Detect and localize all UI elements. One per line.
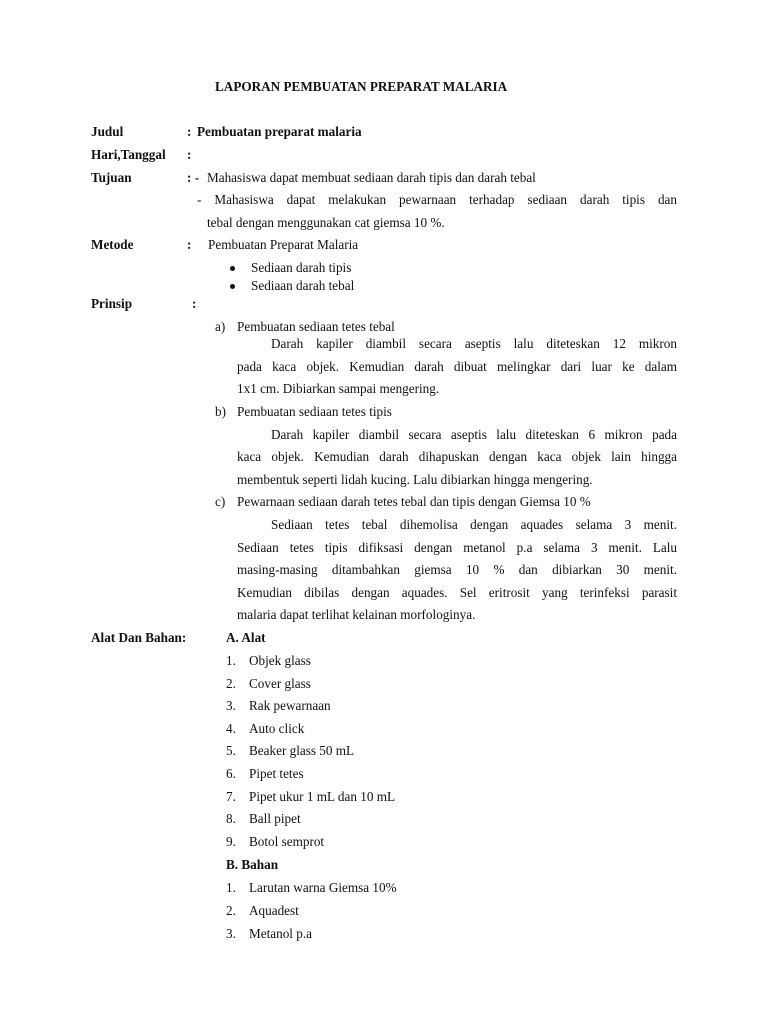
bahan-heading: B. Bahan (226, 857, 279, 872)
judul-colon: : (187, 124, 192, 139)
tujuan-label: Tujuan (91, 170, 132, 185)
prinsip-a-line-1: Darah kapiler diambil secara aseptis lalu diteteskan 12 mikron (271, 336, 677, 351)
bullet-icon (230, 284, 235, 289)
prinsip-c-marker: c) (215, 494, 226, 509)
prinsip-c-line-5: malaria dapat terlihat kelainan morfologinya. (237, 607, 476, 622)
bahan-num: 3. (226, 926, 236, 941)
alat-num: 8. (226, 811, 236, 826)
alat-item: Rak pewarnaan (249, 698, 331, 713)
metode-colon: : (187, 237, 192, 252)
prinsip-c-line-1: Sediaan tetes tebal dihemolisa dengan aquades selama 3 menit. (271, 517, 677, 532)
alat-num: 5. (226, 743, 236, 758)
alat-num: 6. (226, 766, 236, 781)
alat-heading: A. Alat (226, 630, 266, 645)
judul-value: Pembuatan preparat malaria (197, 124, 362, 139)
bahan-num: 1. (226, 880, 236, 895)
alat-item: Beaker glass 50 mL (249, 743, 355, 758)
tujuan-line-1: Mahasiswa dapat membuat sediaan darah tipis dan darah tebal (207, 170, 536, 185)
metode-item-2: Sediaan darah tebal (251, 278, 355, 293)
alat-num: 2. (226, 676, 236, 691)
prinsip-c-heading: Pewarnaan sediaan darah tetes tebal dan tipis dengan Giemsa 10 % (237, 494, 591, 509)
document-title: LAPORAN PEMBUATAN PREPARAT MALARIA (215, 79, 508, 94)
prinsip-colon: : (192, 296, 197, 311)
prinsip-label: Prinsip (91, 296, 133, 311)
alat-item: Pipet ukur 1 mL dan 10 mL (249, 789, 396, 804)
prinsip-c-line-4: Kemudian dibilas dengan aquades. Sel eritrosit yang terinfeksi parasit (237, 585, 677, 600)
alat-num: 3. (226, 698, 236, 713)
tujuan-line-2: - Mahasiswa dapat melakukan pewarnaan terhadap sediaan darah tipis dan (197, 192, 677, 207)
bahan-item: Aquadest (249, 903, 299, 918)
hari-tanggal-colon: : (187, 147, 192, 162)
alat-num: 9. (226, 834, 236, 849)
alat-num: 7. (226, 789, 236, 804)
tujuan-line-3: tebal dengan menggunakan cat giemsa 10 %. (207, 215, 445, 230)
prinsip-c-line-2: Sediaan tetes tipis difiksasi dengan metanol p.a selama 3 menit. Lalu (237, 540, 677, 555)
tujuan-colon: : - (187, 170, 200, 185)
prinsip-a-marker: a) (215, 319, 226, 334)
prinsip-b-line-2: kaca objek. Kemudian darah dihapuskan dengan kaca objek lain hingga (237, 449, 677, 464)
prinsip-b-line-3: membentuk seperti lidah kucing. Lalu dibiarkan hingga mengering. (237, 472, 593, 487)
prinsip-a-line-2: pada kaca objek. Kemudian darah dibuat melingkar dari luar ke dalam (237, 359, 677, 374)
hari-tanggal-label: Hari,Tanggal (91, 147, 166, 162)
bullet-icon (230, 266, 235, 271)
bahan-item: Metanol p.a (249, 926, 312, 941)
alat-num: 1. (226, 653, 236, 668)
prinsip-b-marker: b) (215, 404, 226, 419)
prinsip-b-heading: Pembuatan sediaan tetes tipis (237, 404, 392, 419)
bahan-item: Larutan warna Giemsa 10% (249, 880, 397, 895)
alat-item: Auto click (249, 721, 305, 736)
alat-item: Cover glass (249, 676, 311, 691)
alat-item: Pipet tetes (249, 766, 304, 781)
metode-item-1: Sediaan darah tipis (251, 260, 352, 275)
prinsip-a-heading: Pembuatan sediaan tetes tebal (237, 319, 395, 334)
alat-item: Botol semprot (249, 834, 325, 849)
prinsip-a-line-3: 1x1 cm. Dibiarkan sampai mengering. (237, 381, 440, 396)
judul-label: Judul (91, 124, 124, 139)
prinsip-c-line-3: masing-masing ditambahkan giemsa 10 % dan dibiarkan 30 menit. (237, 562, 677, 577)
bahan-num: 2. (226, 903, 236, 918)
alat-item: Objek glass (249, 653, 311, 668)
alat-bahan-label: Alat Dan Bahan: (91, 630, 187, 645)
metode-label: Metode (91, 237, 134, 252)
metode-value: Pembuatan Preparat Malaria (208, 237, 359, 252)
alat-item: Ball pipet (249, 811, 301, 826)
alat-num: 4. (226, 721, 236, 736)
prinsip-b-line-1: Darah kapiler diambil secara aseptis lalu diteteskan 6 mikron pada (271, 427, 677, 442)
